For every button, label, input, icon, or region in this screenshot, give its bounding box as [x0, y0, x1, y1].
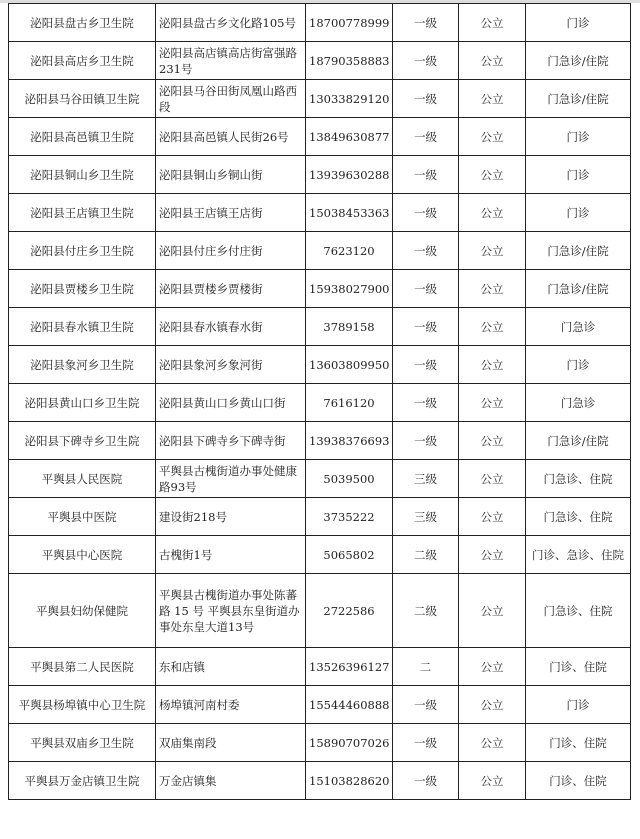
cell-type: 公立	[459, 346, 526, 384]
cell-type: 公立	[459, 422, 526, 460]
cell-type: 公立	[459, 4, 526, 42]
cell-phone: 15938027900	[306, 270, 393, 308]
cell-level: 二级	[393, 574, 459, 648]
cell-phone: 2722586	[306, 574, 393, 648]
cell-phone: 15544460888	[306, 686, 393, 724]
cell-phone: 15890707026	[306, 724, 393, 762]
cell-type: 公立	[459, 762, 526, 800]
cell-level: 二级	[393, 536, 459, 574]
cell-level: 一级	[393, 384, 459, 422]
cell-service: 门急诊	[526, 308, 631, 346]
cell-address: 杨埠镇河南村委	[156, 686, 306, 724]
cell-address: 泌阳县王店镇王店街	[156, 194, 306, 232]
cell-level: 一级	[393, 80, 459, 118]
cell-address: 泌阳县马谷田街凤凰山路西段	[156, 80, 306, 118]
cell-address: 泌阳县付庄乡付庄街	[156, 232, 306, 270]
cell-type: 公立	[459, 686, 526, 724]
cell-name: 泌阳县盘古乡卫生院	[9, 4, 156, 42]
cell-address: 古槐街1号	[156, 536, 306, 574]
cell-type: 公立	[459, 460, 526, 498]
cell-level: 一级	[393, 270, 459, 308]
cell-name: 平舆县人民医院	[9, 460, 156, 498]
cell-phone: 18790358883	[306, 42, 393, 80]
hospital-table	[8, 3, 631, 800]
cell-address: 泌阳县贾楼乡贾楼街	[156, 270, 306, 308]
cell-service: 门诊、住院	[526, 648, 631, 686]
cell-service: 门急诊、住院	[526, 574, 631, 648]
table-row	[9, 4, 631, 42]
table-row	[9, 536, 631, 574]
cell-address: 建设街218号	[156, 498, 306, 536]
cell-name: 平舆县妇幼保健院	[9, 574, 156, 648]
table-row	[9, 574, 631, 648]
cell-phone: 13939630288	[306, 156, 393, 194]
cell-level: 一级	[393, 4, 459, 42]
cell-type: 公立	[459, 308, 526, 346]
cell-service: 门诊	[526, 346, 631, 384]
table-row	[9, 346, 631, 384]
cell-service: 门诊、住院	[526, 762, 631, 800]
cell-level: 一级	[393, 308, 459, 346]
cell-phone: 13526396127	[306, 648, 393, 686]
cell-level: 一级	[393, 346, 459, 384]
cell-service: 门诊	[526, 4, 631, 42]
cell-service: 门急诊/住院	[526, 270, 631, 308]
cell-service: 门急诊/住院	[526, 422, 631, 460]
cell-address: 泌阳县盘古乡文化路105号	[156, 4, 306, 42]
cell-type: 公立	[459, 270, 526, 308]
cell-address: 万金店镇集	[156, 762, 306, 800]
cell-name: 泌阳县王店镇卫生院	[9, 194, 156, 232]
cell-service: 门急诊/住院	[526, 42, 631, 80]
table-row	[9, 422, 631, 460]
cell-name: 泌阳县象河乡卫生院	[9, 346, 156, 384]
cell-phone: 13603809950	[306, 346, 393, 384]
cell-phone: 15038453363	[306, 194, 393, 232]
cell-level: 一级	[393, 194, 459, 232]
cell-phone: 5065802	[306, 536, 393, 574]
cell-type: 公立	[459, 724, 526, 762]
table-row	[9, 648, 631, 686]
cell-name: 平舆县双庙乡卫生院	[9, 724, 156, 762]
cell-address: 平舆县古槐街道办事处陈蕃路 15 号 平舆县东皇街道办事处东皇大道13号	[156, 574, 306, 648]
cell-type: 公立	[459, 80, 526, 118]
table-row	[9, 724, 631, 762]
cell-address: 泌阳县象河乡象河街	[156, 346, 306, 384]
cell-name: 泌阳县黄山口乡卫生院	[9, 384, 156, 422]
cell-service: 门诊	[526, 194, 631, 232]
cell-address: 泌阳县春水镇春水街	[156, 308, 306, 346]
table-row	[9, 42, 631, 80]
cell-phone: 18700778999	[306, 4, 393, 42]
cell-type: 公立	[459, 498, 526, 536]
cell-name: 平舆县中心医院	[9, 536, 156, 574]
cell-service: 门急诊/住院	[526, 80, 631, 118]
cell-level: 一级	[393, 422, 459, 460]
cell-type: 公立	[459, 648, 526, 686]
cell-phone: 7623120	[306, 232, 393, 270]
cell-name: 泌阳县春水镇卫生院	[9, 308, 156, 346]
cell-type: 公立	[459, 118, 526, 156]
cell-name: 平舆县第二人民医院	[9, 648, 156, 686]
cell-level: 一级	[393, 156, 459, 194]
cell-name: 泌阳县高邑镇卫生院	[9, 118, 156, 156]
cell-name: 平舆县杨埠镇中心卫生院	[9, 686, 156, 724]
cell-phone: 13938376693	[306, 422, 393, 460]
cell-address: 泌阳县铜山乡铜山街	[156, 156, 306, 194]
cell-phone: 3735222	[306, 498, 393, 536]
cell-address: 平舆县古槐街道办事处健康路93号	[156, 460, 306, 498]
cell-name: 泌阳县付庄乡卫生院	[9, 232, 156, 270]
cell-type: 公立	[459, 232, 526, 270]
cell-address: 泌阳县黄山口乡黄山口街	[156, 384, 306, 422]
cell-name: 泌阳县高店乡卫生院	[9, 42, 156, 80]
cell-type: 公立	[459, 574, 526, 648]
cell-level: 一级	[393, 686, 459, 724]
cell-level: 一级	[393, 762, 459, 800]
table-row	[9, 384, 631, 422]
cell-address: 泌阳县高邑镇人民街26号	[156, 118, 306, 156]
cell-level: 一级	[393, 724, 459, 762]
cell-service: 门急诊、住院	[526, 460, 631, 498]
table-row	[9, 270, 631, 308]
cell-service: 门急诊、住院	[526, 498, 631, 536]
cell-level: 一级	[393, 118, 459, 156]
cell-phone: 7616120	[306, 384, 393, 422]
table-row	[9, 498, 631, 536]
table-row	[9, 308, 631, 346]
cell-level: 一级	[393, 232, 459, 270]
cell-service: 门诊	[526, 156, 631, 194]
cell-service: 门诊、急诊、住院	[526, 536, 631, 574]
table-row	[9, 762, 631, 800]
cell-name: 泌阳县马谷田镇卫生院	[9, 80, 156, 118]
cell-phone: 5039500	[306, 460, 393, 498]
table-row	[9, 80, 631, 118]
cell-level: 三级	[393, 498, 459, 536]
cell-address: 东和店镇	[156, 648, 306, 686]
cell-phone: 3789158	[306, 308, 393, 346]
cell-name: 泌阳县下碑寺乡卫生院	[9, 422, 156, 460]
cell-level: 三级	[393, 460, 459, 498]
cell-phone: 13849630877	[306, 118, 393, 156]
table-row	[9, 194, 631, 232]
cell-service: 门急诊	[526, 384, 631, 422]
cell-address: 泌阳县高店镇高店街富强路231号	[156, 42, 306, 80]
table-row	[9, 232, 631, 270]
cell-type: 公立	[459, 42, 526, 80]
cell-service: 门急诊/住院	[526, 232, 631, 270]
cell-address: 泌阳县下碑寺乡下碑寺街	[156, 422, 306, 460]
cell-name: 泌阳县贾楼乡卫生院	[9, 270, 156, 308]
cell-service: 门诊、住院	[526, 724, 631, 762]
cell-type: 公立	[459, 194, 526, 232]
cell-phone: 15103828620	[306, 762, 393, 800]
cell-name: 平舆县万金店镇卫生院	[9, 762, 156, 800]
cell-phone: 13033829120	[306, 80, 393, 118]
cell-name: 泌阳县铜山乡卫生院	[9, 156, 156, 194]
cell-service: 门诊	[526, 686, 631, 724]
table-row	[9, 460, 631, 498]
cell-type: 公立	[459, 384, 526, 422]
cell-type: 公立	[459, 156, 526, 194]
cell-level: 一级	[393, 42, 459, 80]
cell-type: 公立	[459, 536, 526, 574]
cell-level: 二	[393, 648, 459, 686]
cell-name: 平舆县中医院	[9, 498, 156, 536]
cell-service: 门诊	[526, 118, 631, 156]
table-row	[9, 118, 631, 156]
table-row	[9, 686, 631, 724]
cell-address: 双庙集南段	[156, 724, 306, 762]
table-row	[9, 156, 631, 194]
